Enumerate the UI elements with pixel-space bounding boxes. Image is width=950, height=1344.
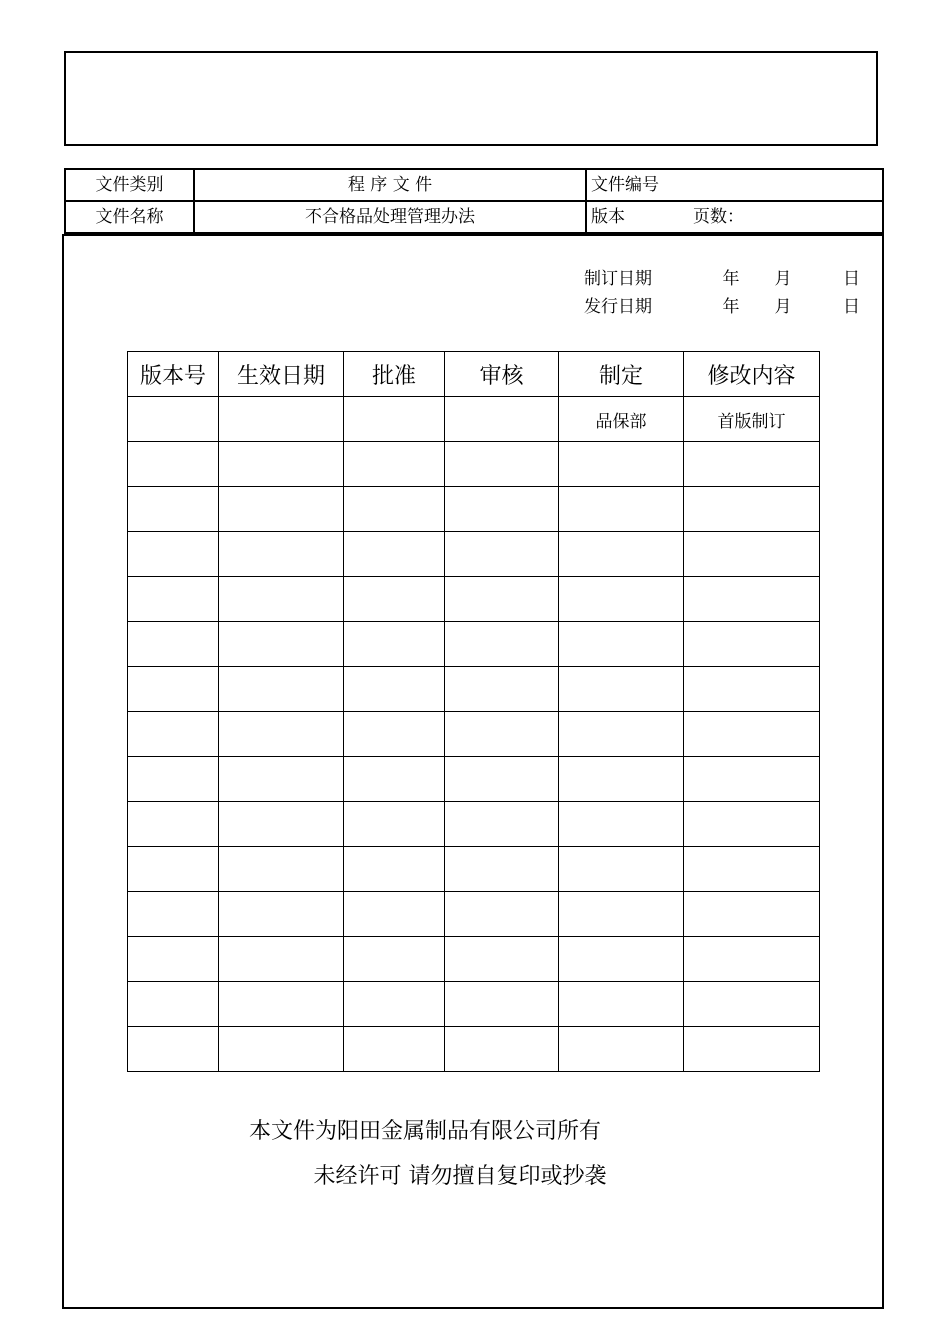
year-unit: 年	[722, 269, 740, 289]
table-cell	[559, 487, 684, 532]
table-cell	[344, 667, 445, 712]
table-cell	[445, 892, 559, 937]
table-cell	[445, 667, 559, 712]
day-unit: 日	[843, 269, 860, 289]
revise-date-label: 制订日期	[584, 269, 652, 289]
table-cell	[128, 757, 219, 802]
table-cell	[128, 1027, 219, 1072]
table-cell	[344, 532, 445, 577]
table-cell	[128, 847, 219, 892]
revision-history-table	[127, 351, 820, 1072]
table-cell	[445, 577, 559, 622]
table-row	[128, 802, 820, 847]
table-cell	[219, 487, 344, 532]
table-cell	[344, 442, 445, 487]
table-cell	[344, 757, 445, 802]
table-cell	[219, 802, 344, 847]
table-cell	[344, 1027, 445, 1072]
table-cell	[344, 892, 445, 937]
table-cell	[445, 802, 559, 847]
header-row-2	[65, 201, 883, 233]
table-cell	[219, 442, 344, 487]
table-cell	[344, 937, 445, 982]
number-label: 文件编号	[586, 169, 883, 201]
revision-header-row	[128, 352, 820, 397]
table-cell	[219, 892, 344, 937]
table-cell	[344, 487, 445, 532]
table-cell	[684, 757, 820, 802]
table-cell	[684, 802, 820, 847]
table-row	[128, 487, 820, 532]
table-cell	[219, 847, 344, 892]
table-cell	[684, 847, 820, 892]
table-cell	[128, 532, 219, 577]
footer-copy-warning: 未经许可 请勿擅自复印或抄袭	[313, 1164, 607, 1189]
column-header: 制定	[559, 352, 684, 397]
table-cell	[219, 622, 344, 667]
table-row	[128, 577, 820, 622]
column-header: 生效日期	[219, 352, 344, 397]
issue-date-row	[584, 293, 860, 321]
name-value: 不合格品处理管理办法	[194, 201, 586, 233]
table-cell	[219, 1027, 344, 1072]
table-cell	[128, 937, 219, 982]
table-cell	[445, 442, 559, 487]
table-cell	[128, 982, 219, 1027]
table-cell	[684, 532, 820, 577]
table-cell	[445, 982, 559, 1027]
table-cell	[559, 1027, 684, 1072]
table-cell	[219, 757, 344, 802]
table-cell	[445, 937, 559, 982]
table-cell	[559, 622, 684, 667]
table-row	[128, 757, 820, 802]
table-cell	[684, 622, 820, 667]
table-cell	[344, 982, 445, 1027]
table-cell	[219, 982, 344, 1027]
table-cell	[445, 1027, 559, 1072]
table-cell	[344, 847, 445, 892]
table-cell	[559, 442, 684, 487]
table-row	[128, 712, 820, 757]
table-cell	[559, 982, 684, 1027]
table-cell	[559, 532, 684, 577]
table-cell	[445, 712, 559, 757]
table-cell: 首版制订	[684, 397, 820, 442]
year-unit: 年	[722, 297, 740, 317]
table-cell	[445, 487, 559, 532]
table-cell	[128, 892, 219, 937]
footer-ownership-text: 本文件为阳田金属制品有限公司所有	[248, 1119, 601, 1144]
column-header: 修改内容	[684, 352, 820, 397]
table-cell	[128, 802, 219, 847]
table-cell	[684, 442, 820, 487]
column-header: 批准	[344, 352, 445, 397]
table-cell	[684, 982, 820, 1027]
table-row	[128, 1027, 820, 1072]
document-header-table	[64, 168, 884, 234]
table-cell	[684, 1027, 820, 1072]
month-unit: 月	[774, 297, 792, 317]
table-cell	[128, 712, 219, 757]
table-cell	[219, 397, 344, 442]
table-cell	[684, 577, 820, 622]
header-row-1	[65, 169, 883, 201]
table-cell	[128, 442, 219, 487]
table-cell	[344, 397, 445, 442]
table-cell	[684, 937, 820, 982]
table-cell	[445, 847, 559, 892]
pages-label: 页数：	[693, 207, 744, 227]
table-cell	[219, 577, 344, 622]
table-row	[128, 532, 820, 577]
table-row	[128, 937, 820, 982]
table-cell	[219, 667, 344, 712]
table-cell	[445, 757, 559, 802]
category-value: 程 序 文 件	[194, 169, 586, 201]
table-cell	[684, 487, 820, 532]
table-cell	[559, 847, 684, 892]
table-cell	[559, 712, 684, 757]
table-cell	[559, 937, 684, 982]
table-cell	[445, 622, 559, 667]
table-cell: 品保部	[559, 397, 684, 442]
table-row	[128, 892, 820, 937]
column-header: 版本号	[128, 352, 219, 397]
revise-date-row	[584, 265, 860, 293]
table-cell	[684, 712, 820, 757]
table-cell	[128, 622, 219, 667]
table-cell	[219, 937, 344, 982]
version-label: 版本	[591, 207, 625, 227]
table-cell	[559, 802, 684, 847]
table-row	[128, 622, 820, 667]
dates-block	[584, 265, 860, 321]
table-cell	[344, 577, 445, 622]
category-label: 文件类别	[65, 169, 194, 201]
column-header: 审核	[445, 352, 559, 397]
table-cell	[559, 667, 684, 712]
table-cell	[219, 532, 344, 577]
table-row	[128, 667, 820, 712]
table-row	[128, 982, 820, 1027]
table-row	[128, 397, 820, 442]
table-cell	[128, 397, 219, 442]
day-unit: 日	[843, 297, 860, 317]
table-cell	[559, 892, 684, 937]
name-label: 文件名称	[65, 201, 194, 233]
table-cell	[684, 667, 820, 712]
table-cell	[219, 712, 344, 757]
issue-date-label: 发行日期	[584, 297, 652, 317]
logo-box	[64, 51, 878, 146]
table-cell	[344, 712, 445, 757]
table-cell	[128, 577, 219, 622]
table-cell	[559, 577, 684, 622]
table-row	[128, 847, 820, 892]
table-cell	[684, 892, 820, 937]
table-cell	[559, 757, 684, 802]
table-cell	[445, 532, 559, 577]
table-row	[128, 442, 820, 487]
table-cell	[344, 802, 445, 847]
month-unit: 月	[774, 269, 792, 289]
table-cell	[344, 622, 445, 667]
table-cell	[445, 397, 559, 442]
table-cell	[128, 667, 219, 712]
table-cell	[128, 487, 219, 532]
version-pages-cell	[586, 201, 883, 233]
